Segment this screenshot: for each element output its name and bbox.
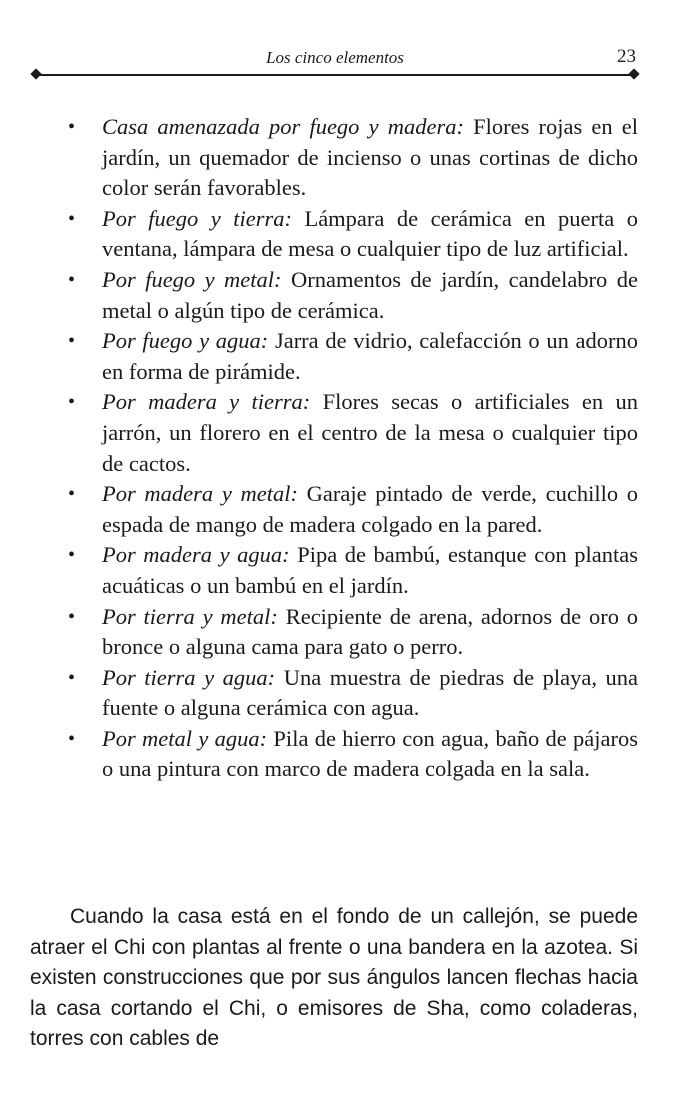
list-item — [66, 540, 638, 601]
bullet-icon: • — [68, 666, 76, 689]
list-item — [66, 265, 638, 326]
bullet-text: Lámpara de cerámica en puerta o ventana, lámpara de mesa o cualquier tipo de luz artificial. — [102, 205, 638, 262]
bullet-lead: Por tierra y agua: — [102, 664, 276, 690]
bullet-lead: Por fuego y tierra: — [102, 205, 292, 231]
bullet-text: Pila de hierro con agua, baño de pájaros o una pintura con marco de madera colgada en la sala. — [102, 725, 639, 782]
bullet-text: Recipiente de arena, adornos de oro o bronce o alguna cama para gato o perro. — [102, 603, 638, 660]
bullet-icon: • — [68, 391, 76, 414]
bullet-text: Jarra de vidrio, calefacción o un adorno en forma de pirámide. — [102, 328, 638, 384]
bullet-lead: Por madera y agua: — [102, 542, 290, 568]
list-item — [66, 204, 638, 265]
bullet-text: Garaje pintado de verde, cuchillo o espada de mango de madera colgado en la pared. — [102, 481, 639, 537]
bullet-lead: Por fuego y agua: — [102, 328, 269, 354]
page-number: 23 — [617, 46, 636, 67]
bullet-icon: • — [68, 605, 76, 628]
bullet-icon: • — [68, 330, 76, 353]
bullet-icon: • — [68, 116, 76, 138]
running-title: Los cinco elementos — [266, 48, 404, 67]
list-item — [66, 602, 638, 663]
bullet-text: Ornamentos de jardín, candelabro de metal o algún tipo de cerámica. — [102, 266, 638, 323]
bullet-list — [66, 112, 638, 785]
list-item — [66, 663, 638, 724]
bullet-lead: Por madera y metal: — [102, 481, 298, 507]
bullet-text: Pipa de bambú, estanque con plantas acuáticas o un bambú en el jardín. — [102, 542, 638, 598]
list-item — [66, 479, 638, 540]
running-header — [30, 44, 640, 76]
body-paragraph: Cuando la casa está en el fondo de un callejón, se puede atraer el Chi con plantas al frente o una bandera en la azotea. Si existen construcciones que por sus ángulos lancen flechas hacia la casa cortando el Chi, o emisores de Sha, como coladeras, torres con cables de — [30, 905, 638, 1051]
list-item — [66, 326, 638, 387]
list-item — [66, 112, 638, 204]
bullet-icon: • — [68, 268, 76, 291]
bullet-lead: Por tierra y metal: — [102, 603, 278, 629]
bullet-lead: Por madera y tierra: — [102, 389, 311, 415]
bullet-icon: • — [68, 544, 76, 567]
rule-diamond-right-icon — [628, 68, 639, 79]
bullet-icon: • — [68, 207, 76, 230]
list-item — [66, 387, 638, 479]
bullet-icon: • — [68, 483, 76, 506]
bullet-lead: Por metal y agua: — [102, 725, 268, 751]
bullet-lead: Por fuego y metal: — [102, 266, 282, 292]
bullet-text: Flores rojas en el jardín, un quemador de incienso o unas cortinas de dicho color serán favorables. — [102, 114, 638, 201]
header-rule — [36, 74, 634, 76]
bullet-icon: • — [68, 727, 76, 750]
rule-diamond-left-icon — [30, 68, 41, 79]
bullet-lead: Casa amenazada por fuego y madera: — [102, 114, 464, 139]
bullet-text: Flores secas o artificiales en un jarrón, un florero en el centro de la mesa o cualquier tipo de cactos. — [102, 389, 638, 476]
bullet-text: Una muestra de piedras de playa, una fuente o alguna cerámica con agua. — [102, 664, 638, 721]
list-item — [66, 724, 638, 785]
